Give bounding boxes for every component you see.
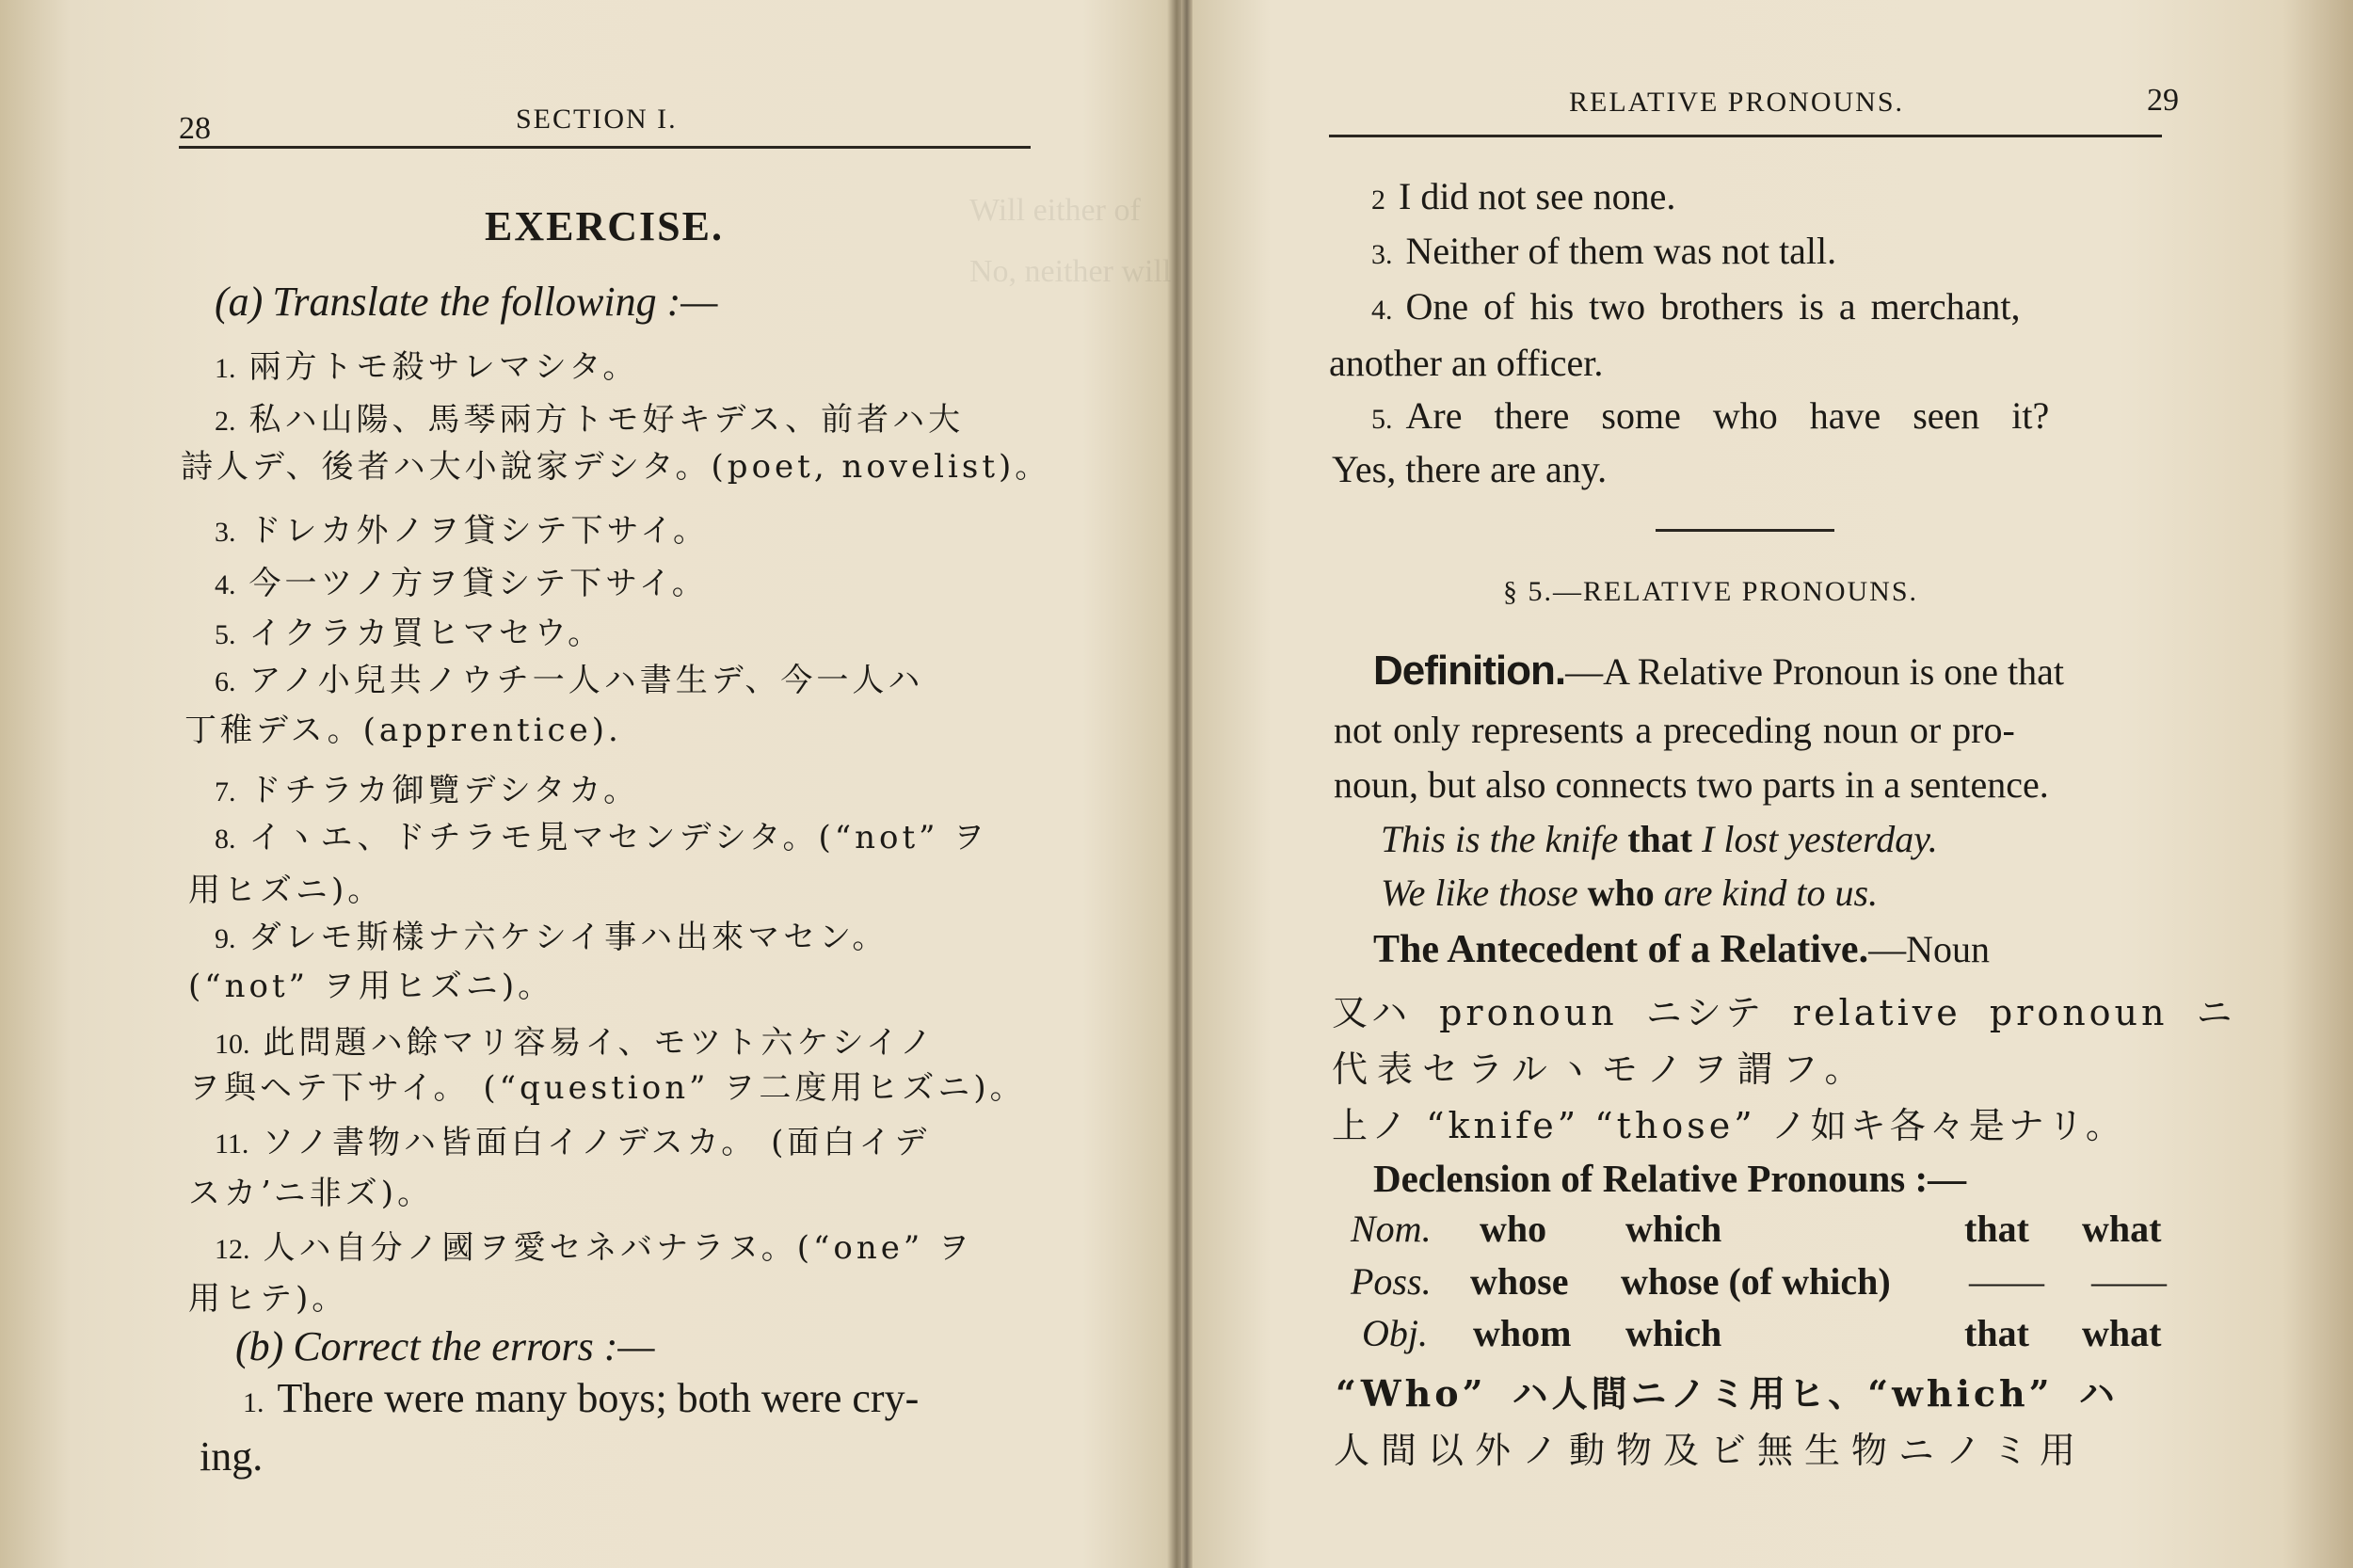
antecedent-line: 代表セラルヽモノヲ謂フ。 (1332, 1048, 1870, 1090)
declension-cell: which (1625, 1312, 1722, 1354)
exercise-item-continued: ヲ與ヘテ下サイ。 (“question” ヲ二度用ヒズニ)。 (188, 1069, 1026, 1107)
antecedent-line: The Antecedent of a Relative.—Noun (1373, 928, 1990, 971)
declension-cell: whom (1473, 1312, 1572, 1354)
correction-item: 4. One of his two brothers is a merchant, (1371, 285, 2021, 328)
definition-line: noun, but also connects two parts in a sentence. (1334, 763, 2049, 806)
header-rule (1329, 135, 2162, 137)
exercise-item-continued: 用ヒテ)。 (188, 1280, 348, 1318)
exercise-item: 10. 此問題ハ餘マリ容易イ、モツト六ケシイノ (215, 1024, 936, 1062)
closing-line: “Who” ハ人間ニノミ用ヒ、“which” ハ (1336, 1372, 2119, 1415)
right-page (1193, 0, 2353, 1568)
antecedent-label: The Antecedent of a Relative. (1373, 928, 1869, 971)
antecedent-line: 上ノ “knife” “those” ノ如キ各々是ナリ。 (1332, 1105, 2125, 1146)
exercise-item-continued: 丁稚デス。(apprentice). (184, 712, 622, 749)
part-label: (b) (235, 1323, 284, 1369)
part-a-heading (215, 278, 717, 326)
declension-row: Obj. (1362, 1312, 1428, 1354)
header-rule (179, 146, 1031, 149)
declension-row: Nom. (1351, 1208, 1432, 1250)
declension-cell: that (1964, 1312, 2029, 1354)
closing-line: 人間以外ノ動物及ビ無生物ニノミ用 (1334, 1430, 2088, 1471)
exercise-item-continued: 用ヒズニ)。 (188, 872, 384, 909)
exercise-item: 11. ソノ書物ハ皆面白イノデスカ。 (面白イデ (215, 1124, 931, 1161)
exercise-item: 8. イヽエ、ドチラモ見マセンデシタ。(“not” ヲ (215, 819, 989, 856)
part-instruction: Correct the errors :— (293, 1323, 655, 1369)
declension-cell: what (2082, 1312, 2162, 1354)
declension-cell: who (1480, 1208, 1547, 1250)
declension-cell: that (1964, 1208, 2029, 1250)
exercise-item: 5. イクラカ買ヒマセウ。 (215, 615, 604, 652)
declension-cell: what (2082, 1208, 2162, 1250)
section-divider (1656, 529, 1834, 532)
definition-line: not only represents a preceding noun or pro- (1334, 709, 2015, 751)
definition-line: Definition.—A Relative Pronoun is one that (1373, 648, 2065, 694)
correction-item: 1. There were many boys; both were cry- (243, 1375, 920, 1421)
declension-cell: —— (1969, 1260, 2044, 1303)
correction-item-continued: ing. (200, 1433, 264, 1480)
exercise-item: 1. 兩方トモ殺サレマシタ。 (215, 348, 639, 386)
book-spine (1181, 0, 1193, 1568)
declension-heading: Declension of Relative Pronouns :— (1373, 1157, 1967, 1200)
correction-item-continued: another an officer. (1329, 342, 1604, 384)
show-through-text: No, neither will (969, 254, 1172, 289)
running-head: RELATIVE PRONOUNS. (1569, 87, 1905, 118)
antecedent-line: 又ハ pronoun ニシテ relative pronoun ニ (1332, 992, 2236, 1033)
correction-item: 2 I did not see none. (1371, 175, 1676, 217)
definition-label: Definition. (1373, 648, 1566, 694)
exercise-item: 3. ドレカ外ノヲ貸シテ下サイ。 (215, 512, 710, 550)
show-through-text: Will either of (969, 193, 1141, 228)
exercise-item: 7. ドチラカ御覽デシタカ。 (215, 772, 640, 809)
declension-cell: whose (of which) (1621, 1260, 1891, 1303)
running-head: SECTION I. (516, 104, 678, 135)
declension-row: Poss. (1351, 1260, 1432, 1303)
part-b-heading (235, 1322, 654, 1370)
section-heading: § 5.—RELATIVE PRONOUNS. (1503, 576, 1919, 607)
correction-item: 5. Are there some who have seen it? (1371, 394, 2050, 437)
exercise-title: EXERCISE. (485, 203, 724, 249)
exercise-item: 2. 私ハ山陽、馬琴兩方トモ好キデス、前者ハ大 (215, 401, 965, 439)
correction-item-continued: Yes, there are any. (1332, 448, 1608, 490)
page-number: 28 (179, 111, 211, 146)
exercise-item: 12. 人ハ自分ノ國ヲ愛セネバナラヌ。(“one” ヲ (215, 1229, 974, 1267)
correction-item: 3. Neither of them was not tall. (1371, 230, 1837, 272)
example-sentence: This is the knife that I lost yesterday. (1381, 818, 1938, 860)
part-instruction: Translate the following :— (272, 279, 718, 325)
page-number: 29 (2147, 83, 2179, 118)
declension-cell: —— (2091, 1260, 2167, 1303)
exercise-item: 9. ダレモ斯樣ナ六ケシイ事ハ出來マセン。 (215, 919, 888, 956)
exercise-item: 6. アノ小兒共ノウチ一人ハ書生デ、今一人ハ (215, 662, 924, 699)
part-label: (a) (215, 279, 264, 325)
exercise-item-continued: スカʼニ非ズ)。 (188, 1175, 434, 1212)
declension-cell: whose (1470, 1260, 1569, 1303)
exercise-item-continued: (“not” ヲ用ヒズニ)。 (188, 968, 554, 1005)
exercise-item-continued: 詩人デ、後者ハ大小說家デシタ。(poet, novelist)。 (181, 448, 1051, 486)
exercise-item: 4. 今一ツノ方ヲ貸シテ下サイ。 (215, 565, 708, 602)
declension-cell: which (1625, 1208, 1722, 1250)
example-sentence: We like those who are kind to us. (1381, 872, 1879, 914)
